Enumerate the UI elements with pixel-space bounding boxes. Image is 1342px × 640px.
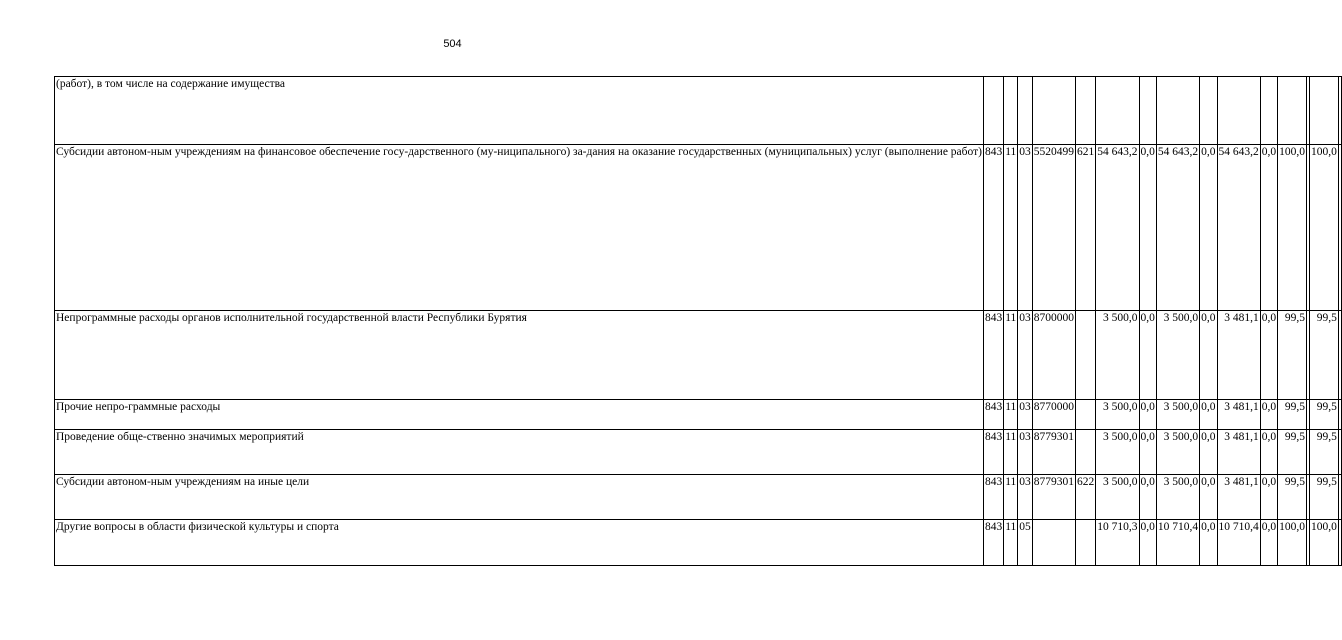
ved-code: 843	[983, 475, 1003, 520]
value-6: 0,0	[1260, 430, 1277, 475]
value-1: 3 500,0	[1096, 475, 1139, 520]
value-6	[1260, 77, 1277, 145]
empty-cell	[1338, 400, 1341, 430]
vr-code	[1076, 311, 1096, 400]
value-3: 3 500,0	[1156, 311, 1199, 400]
rz-code: 11	[1004, 145, 1018, 311]
value-1: 54 643,2	[1096, 145, 1139, 311]
value-6: 0,0	[1260, 475, 1277, 520]
pr-code: 03	[1018, 311, 1033, 400]
percent-1: 99,5	[1278, 475, 1307, 520]
rz-code: 11	[1004, 520, 1018, 566]
value-1	[1096, 77, 1139, 145]
empty-cell	[1338, 77, 1341, 145]
value-6: 0,0	[1260, 520, 1277, 566]
vr-code	[1076, 430, 1096, 475]
percent-1: 100,0	[1278, 145, 1307, 311]
empty-cell	[1338, 430, 1341, 475]
table-row	[55, 400, 1342, 430]
vr-code	[1076, 77, 1096, 145]
value-4	[1200, 77, 1217, 145]
value-5: 3 481,1	[1217, 400, 1260, 430]
value-4: 0,0	[1200, 520, 1217, 566]
table-row	[55, 145, 1342, 311]
value-1: 3 500,0	[1096, 430, 1139, 475]
value-2: 0,0	[1139, 311, 1156, 400]
value-5: 10 710,4	[1217, 520, 1260, 566]
csr-code	[1032, 77, 1075, 145]
pr-code: 03	[1018, 430, 1033, 475]
budget-table	[54, 76, 1342, 566]
ved-code: 843	[983, 145, 1003, 311]
value-1: 10 710,3	[1096, 520, 1139, 566]
percent-3	[1310, 77, 1339, 145]
value-2: 0,0	[1139, 520, 1156, 566]
row-name: Другие вопросы в области физической культуры и спорта	[55, 520, 984, 566]
row-name: Субсидии автоном-ным учреждениям на иные цели	[55, 475, 984, 520]
value-5: 3 481,1	[1217, 311, 1260, 400]
row-name: (работ), в том числе на содержание имущества	[55, 77, 984, 145]
value-5: 3 481,1	[1217, 475, 1260, 520]
value-4: 0,0	[1200, 400, 1217, 430]
ved-code: 843	[983, 311, 1003, 400]
percent-1	[1278, 77, 1307, 145]
value-2: 0,0	[1139, 430, 1156, 475]
value-6: 0,0	[1260, 311, 1277, 400]
table-row	[55, 475, 1342, 520]
rz-code	[1004, 77, 1018, 145]
csr-code	[1032, 520, 1075, 566]
csr-code: 8770000	[1032, 400, 1075, 430]
value-5: 3 481,1	[1217, 430, 1260, 475]
value-6: 0,0	[1260, 145, 1277, 311]
value-3: 3 500,0	[1156, 430, 1199, 475]
percent-3: 100,0	[1310, 520, 1339, 566]
value-3: 10 710,4	[1156, 520, 1199, 566]
value-1: 3 500,0	[1096, 400, 1139, 430]
table-body	[55, 77, 1342, 566]
pr-code: 03	[1018, 145, 1033, 311]
table-row	[55, 311, 1342, 400]
pr-code: 03	[1018, 475, 1033, 520]
empty-cell	[1338, 145, 1341, 311]
row-name: Проведение обще-ственно значимых мероприятий	[55, 430, 984, 475]
percent-3: 99,5	[1310, 430, 1339, 475]
value-2: 0,0	[1139, 400, 1156, 430]
percent-3: 99,5	[1310, 400, 1339, 430]
percent-3: 99,5	[1310, 311, 1339, 400]
empty-cell	[1338, 311, 1341, 400]
csr-code: 8779301	[1032, 430, 1075, 475]
table-row	[55, 77, 1342, 145]
empty-cell	[1338, 520, 1341, 566]
value-2	[1139, 77, 1156, 145]
vr-code	[1076, 400, 1096, 430]
percent-3: 99,5	[1310, 475, 1339, 520]
ved-code	[983, 77, 1003, 145]
value-6: 0,0	[1260, 400, 1277, 430]
value-3: 3 500,0	[1156, 475, 1199, 520]
row-name: Субсидии автоном-ным учреждениям на финансовое обеспечение госу-дарственного (му-ниципального) за-дания на оказание государственных (муниципальных) услуг (выполнение работ)	[55, 145, 984, 311]
value-3: 54 643,2	[1156, 145, 1199, 311]
csr-code: 8779301	[1032, 475, 1075, 520]
value-4: 0,0	[1200, 311, 1217, 400]
value-2: 0,0	[1139, 145, 1156, 311]
empty-cell	[1338, 475, 1341, 520]
ved-code: 843	[983, 400, 1003, 430]
row-name: Прочие непро-граммные расходы	[55, 400, 984, 430]
vr-code: 621	[1076, 145, 1096, 311]
page-number: 504	[443, 38, 462, 50]
vr-code: 622	[1076, 475, 1096, 520]
vr-code	[1076, 520, 1096, 566]
table-row	[55, 520, 1342, 566]
percent-3: 100,0	[1310, 145, 1339, 311]
value-4: 0,0	[1200, 145, 1217, 311]
rz-code: 11	[1004, 475, 1018, 520]
table-row	[55, 430, 1342, 475]
rz-code: 11	[1004, 430, 1018, 475]
csr-code: 8700000	[1032, 311, 1075, 400]
pr-code: 03	[1018, 400, 1033, 430]
value-5	[1217, 77, 1260, 145]
ved-code: 843	[983, 520, 1003, 566]
value-5: 54 643,2	[1217, 145, 1260, 311]
percent-1: 99,5	[1278, 430, 1307, 475]
rz-code: 11	[1004, 311, 1018, 400]
value-4: 0,0	[1200, 430, 1217, 475]
value-4: 0,0	[1200, 475, 1217, 520]
csr-code: 5520499	[1032, 145, 1075, 311]
percent-1: 99,5	[1278, 311, 1307, 400]
value-3	[1156, 77, 1199, 145]
percent-1: 99,5	[1278, 400, 1307, 430]
rz-code: 11	[1004, 400, 1018, 430]
pr-code: 05	[1018, 520, 1033, 566]
row-name: Непрограммные расходы органов исполнительной государственной власти Республики Бурятия	[55, 311, 984, 400]
pr-code	[1018, 77, 1033, 145]
value-3: 3 500,0	[1156, 400, 1199, 430]
value-1: 3 500,0	[1096, 311, 1139, 400]
ved-code: 843	[983, 430, 1003, 475]
percent-1: 100,0	[1278, 520, 1307, 566]
value-2: 0,0	[1139, 475, 1156, 520]
